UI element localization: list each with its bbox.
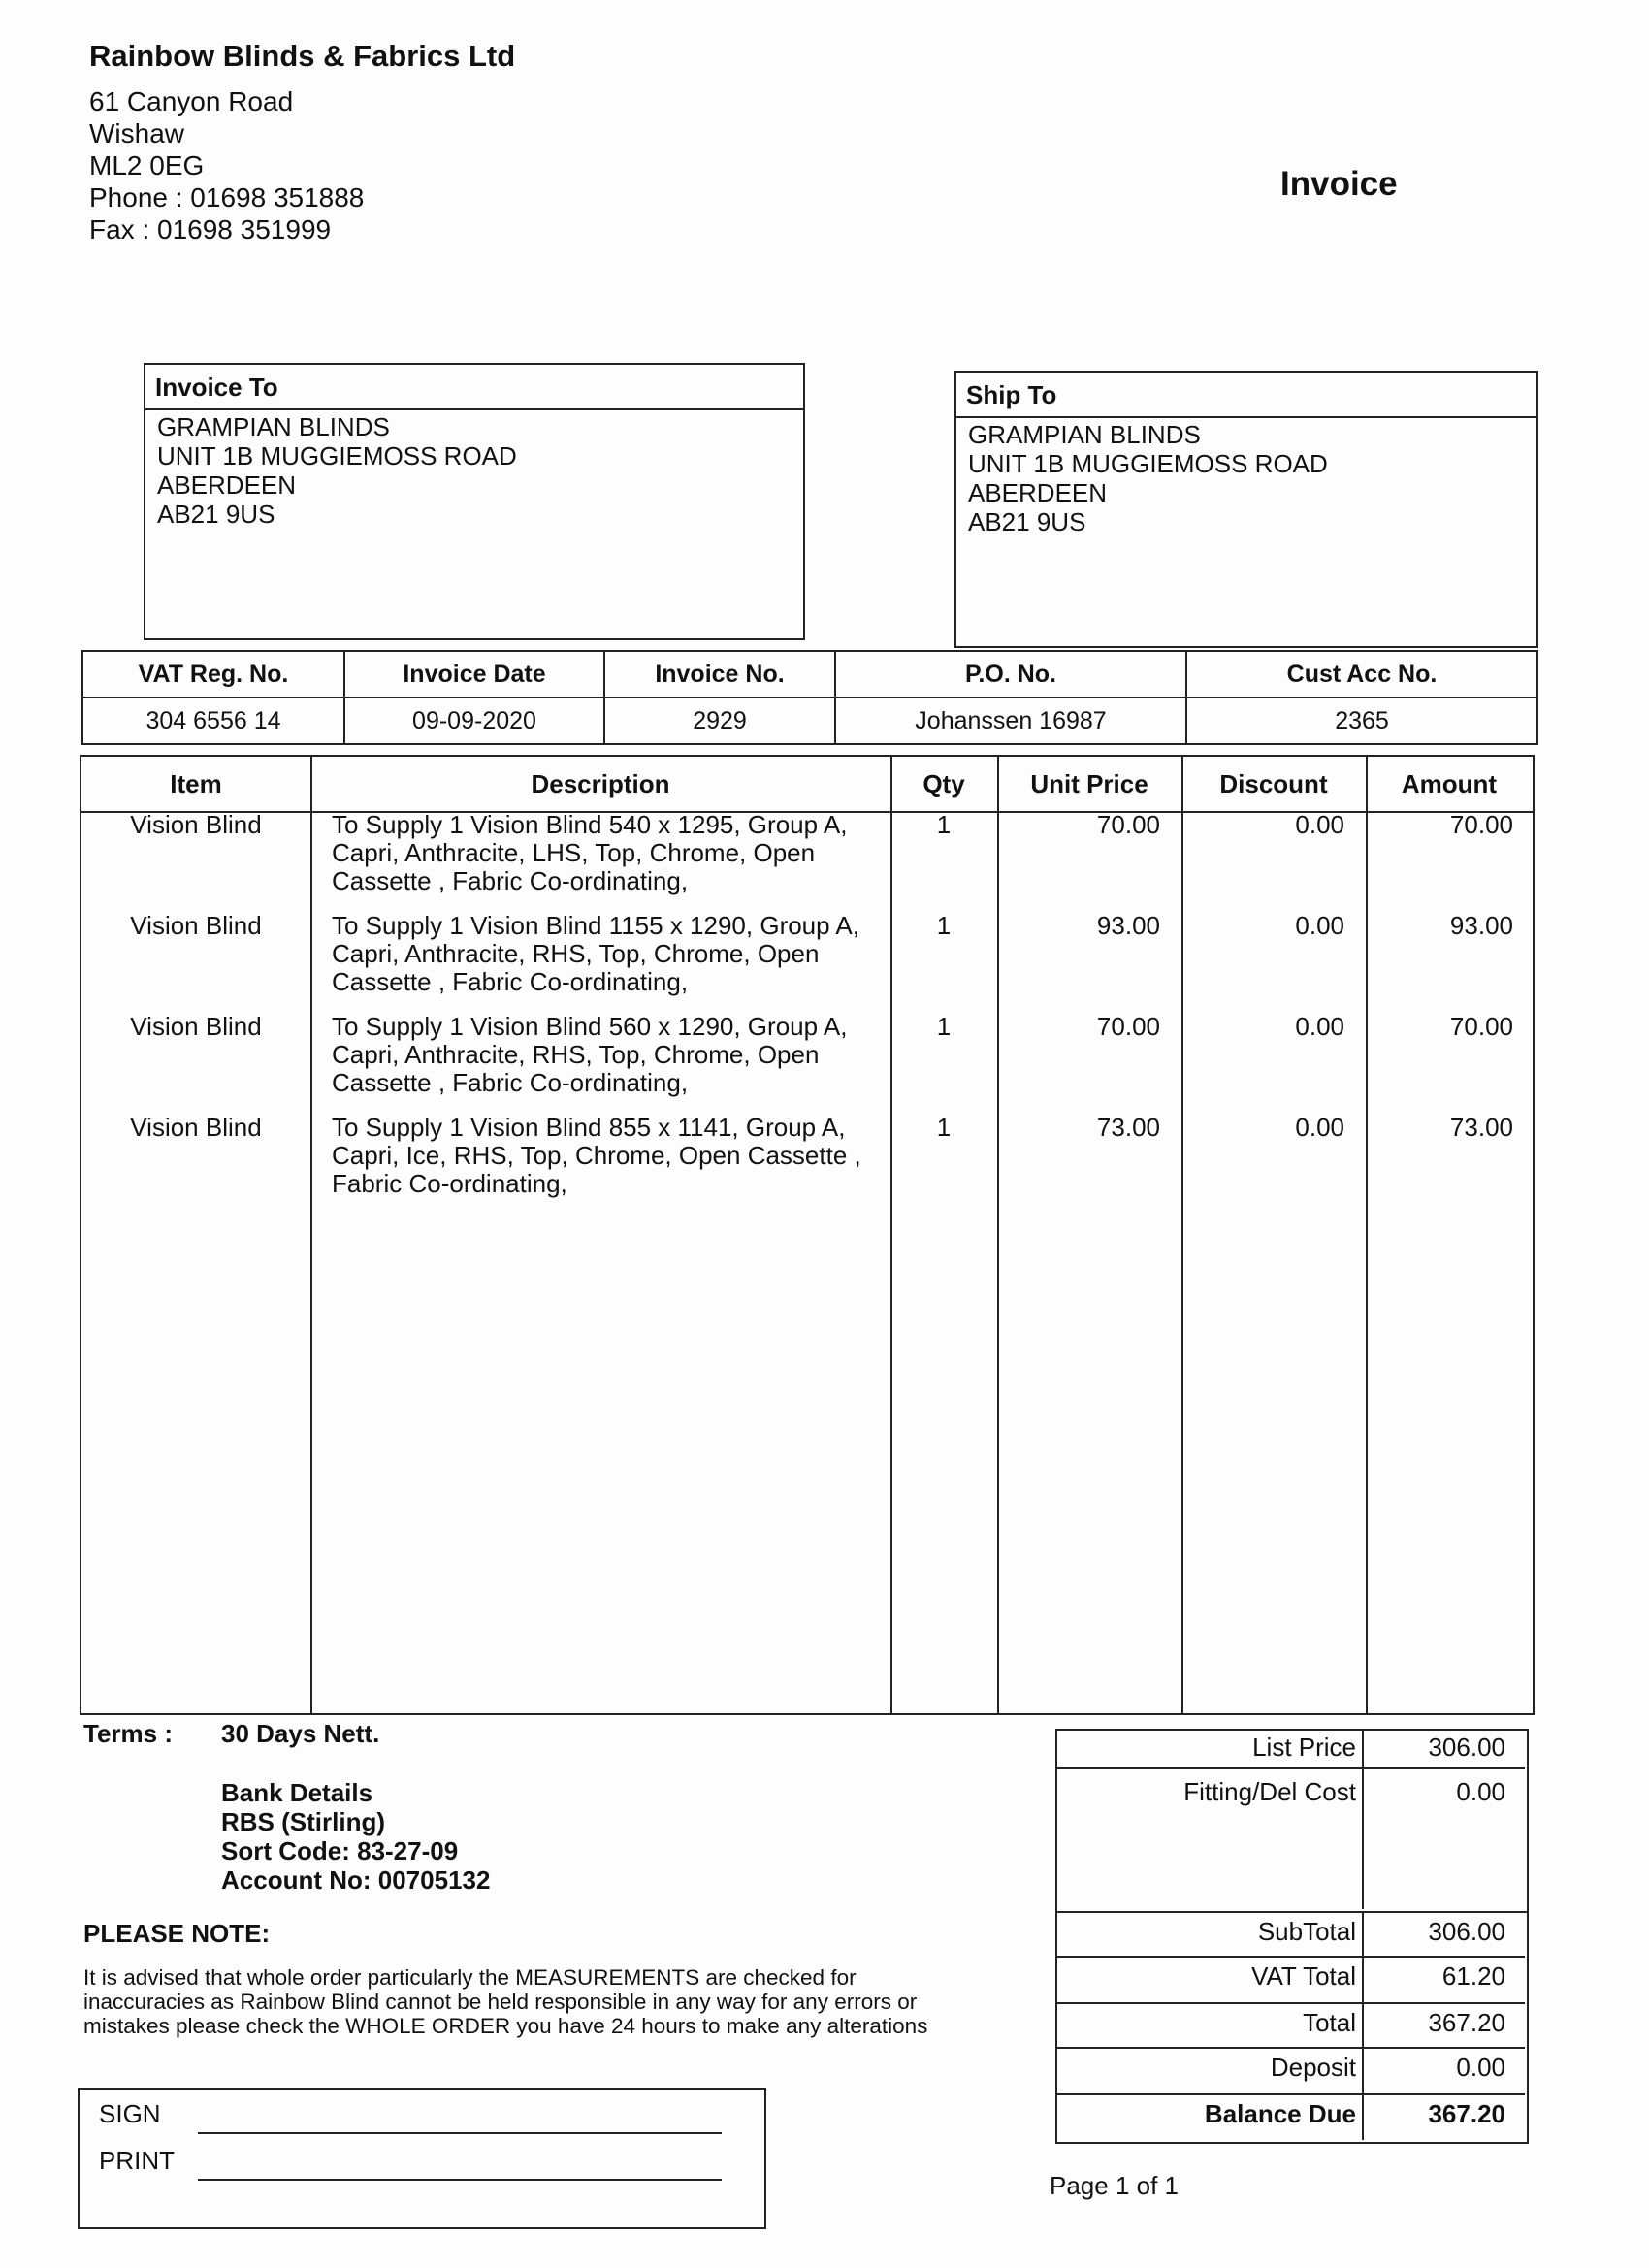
- fitting-label: Fitting/Del Cost: [1183, 1777, 1356, 1806]
- vat-label: VAT Total: [1251, 1961, 1356, 1991]
- invoice-to-heading: Invoice To: [146, 365, 803, 410]
- description-line: To Supply 1 Vision Blind 540 x 1295, Group A,: [332, 810, 848, 839]
- amount-cell: 93.00: [1449, 911, 1513, 940]
- invoice-meta-table: [81, 650, 1538, 745]
- po-no-value: Johanssen 16987: [835, 697, 1186, 744]
- description-line: Capri, Anthracite, RHS, Top, Chrome, Open: [332, 939, 820, 968]
- total-value: 367.20: [1428, 2008, 1505, 2037]
- discount-cell: 0.00: [1295, 810, 1344, 839]
- print-label: PRINT: [99, 2146, 175, 2175]
- address-line: ML2 0EG: [89, 150, 205, 180]
- deposit-value: 0.00: [1456, 2053, 1505, 2082]
- description-line: Cassette , Fabric Co-ordinating,: [332, 1068, 689, 1097]
- invoice-no-value: 2929: [604, 697, 835, 744]
- description-line: Cassette , Fabric Co-ordinating,: [332, 866, 689, 895]
- invoice-no-header: Invoice No.: [604, 651, 835, 697]
- address-line: Wishaw: [89, 118, 185, 148]
- terms-value: 30 Days Nett.: [221, 1719, 380, 1748]
- subtotal-value: 306.00: [1428, 1917, 1505, 1946]
- ship-to-heading: Ship To: [956, 373, 1536, 418]
- balance-label: Balance Due: [1204, 2099, 1356, 2128]
- item-cell: Vision Blind: [130, 911, 262, 940]
- item-header: Item: [170, 769, 222, 798]
- ship-to-line: GRAMPIAN BLINDS: [968, 420, 1201, 449]
- description-line: Cassette , Fabric Co-ordinating,: [332, 967, 689, 996]
- bank-heading: Bank Details: [221, 1778, 373, 1807]
- description-line: Fabric Co-ordinating,: [332, 1169, 567, 1198]
- signature-box: [78, 2088, 766, 2229]
- bank-details: [221, 1778, 490, 1895]
- note-line: mistakes please check the WHOLE ORDER you have 24 hours to make any alterations: [83, 2014, 928, 2038]
- ship-to-box: [954, 371, 1538, 648]
- balance-value: 367.20: [1428, 2099, 1505, 2128]
- company-fax: Fax : 01698 351999: [89, 214, 332, 244]
- item-cell: Vision Blind: [130, 1012, 262, 1041]
- invoice-to-line: ABERDEEN: [157, 470, 297, 500]
- subtotal-label: SubTotal: [1257, 1917, 1356, 1946]
- page-number: Page 1 of 1: [1050, 2171, 1179, 2200]
- fitting-value: 0.00: [1456, 1777, 1505, 1806]
- vat-value: 61.20: [1441, 1961, 1505, 1991]
- po-no-header: P.O. No.: [835, 651, 1186, 697]
- note-line: It is advised that whole order particularly the MEASUREMENTS are checked for: [83, 1965, 857, 1990]
- ship-to-line: UNIT 1B MUGGIEMOSS ROAD: [968, 449, 1328, 478]
- unit-price-header: Unit Price: [1030, 769, 1148, 798]
- description-cell: [332, 811, 889, 895]
- line-items-table: [80, 755, 1535, 1715]
- description-line: Capri, Anthracite, RHS, Top, Chrome, Open: [332, 1040, 820, 1069]
- note-line: inaccuracies as Rainbow Blind cannot be held responsible in any way for any errors or: [83, 1990, 918, 2014]
- qty-cell: 1: [936, 1113, 952, 1142]
- terms-label: Terms :: [83, 1719, 173, 1748]
- unit-price-cell: 70.00: [1096, 1012, 1160, 1041]
- amount-header: Amount: [1401, 769, 1498, 798]
- account-number: Account No: 00705132: [221, 1865, 491, 1895]
- note-text: [83, 1965, 1015, 2038]
- invoice-date-value: 09-09-2020: [344, 697, 604, 744]
- company-phone: Phone : 01698 351888: [89, 182, 365, 212]
- invoice-to-line: AB21 9US: [157, 500, 275, 529]
- cust-acc-header: Cust Acc No.: [1186, 651, 1537, 697]
- description-line: Capri, Anthracite, LHS, Top, Chrome, Open: [332, 838, 816, 867]
- ship-to-line: ABERDEEN: [968, 478, 1108, 507]
- sort-code: Sort Code: 83-27-09: [221, 1836, 459, 1865]
- description-line: To Supply 1 Vision Blind 855 x 1141, Group A,: [332, 1113, 846, 1142]
- address-line: 61 Canyon Road: [89, 86, 294, 116]
- description-line: To Supply 1 Vision Blind 1155 x 1290, Group A,: [332, 911, 859, 940]
- discount-header: Discount: [1219, 769, 1328, 798]
- description-cell: [332, 1013, 889, 1097]
- list-price-value: 306.00: [1428, 1733, 1505, 1762]
- total-label: Total: [1303, 2008, 1356, 2037]
- unit-price-cell: 93.00: [1096, 911, 1160, 940]
- item-cell: Vision Blind: [130, 810, 262, 839]
- list-price-label: List Price: [1252, 1733, 1356, 1762]
- company-name: Rainbow Blinds & Fabrics Ltd: [89, 39, 516, 73]
- qty-cell: 1: [936, 1012, 952, 1041]
- description-cell: [332, 912, 889, 996]
- description-line: Capri, Ice, RHS, Top, Chrome, Open Cassette ,: [332, 1141, 861, 1170]
- note-title: PLEASE NOTE:: [83, 1919, 271, 1948]
- item-cell: Vision Blind: [130, 1113, 262, 1142]
- unit-price-cell: 73.00: [1096, 1113, 1160, 1142]
- invoice-to-box: [144, 363, 805, 640]
- unit-price-cell: 70.00: [1096, 810, 1160, 839]
- invoice-date-header: Invoice Date: [344, 651, 604, 697]
- document-title: Invoice: [1280, 165, 1398, 203]
- invoice-to-line: UNIT 1B MUGGIEMOSS ROAD: [157, 441, 517, 470]
- discount-cell: 0.00: [1295, 911, 1344, 940]
- vat-reg-header: VAT Reg. No.: [82, 651, 344, 697]
- description-line: To Supply 1 Vision Blind 560 x 1290, Group A,: [332, 1012, 848, 1041]
- qty-cell: 1: [936, 911, 952, 940]
- sign-label: SIGN: [99, 2099, 161, 2128]
- print-line[interactable]: [198, 2179, 722, 2181]
- company-address: [89, 85, 364, 245]
- amount-cell: 70.00: [1449, 1012, 1513, 1041]
- qty-header: Qty: [922, 769, 965, 798]
- bank-name: RBS (Stirling): [221, 1807, 385, 1836]
- amount-cell: 73.00: [1449, 1113, 1513, 1142]
- invoice-to-line: GRAMPIAN BLINDS: [157, 412, 390, 441]
- description-cell: [332, 1114, 889, 1198]
- amount-cell: 70.00: [1449, 810, 1513, 839]
- discount-cell: 0.00: [1295, 1012, 1344, 1041]
- ship-to-line: AB21 9US: [968, 507, 1086, 536]
- vat-reg-value: 304 6556 14: [82, 697, 344, 744]
- cust-acc-value: 2365: [1186, 697, 1537, 744]
- deposit-label: Deposit: [1270, 2053, 1356, 2082]
- discount-cell: 0.00: [1295, 1113, 1344, 1142]
- qty-cell: 1: [936, 810, 952, 839]
- sign-line[interactable]: [198, 2132, 722, 2134]
- description-header: Description: [531, 769, 670, 798]
